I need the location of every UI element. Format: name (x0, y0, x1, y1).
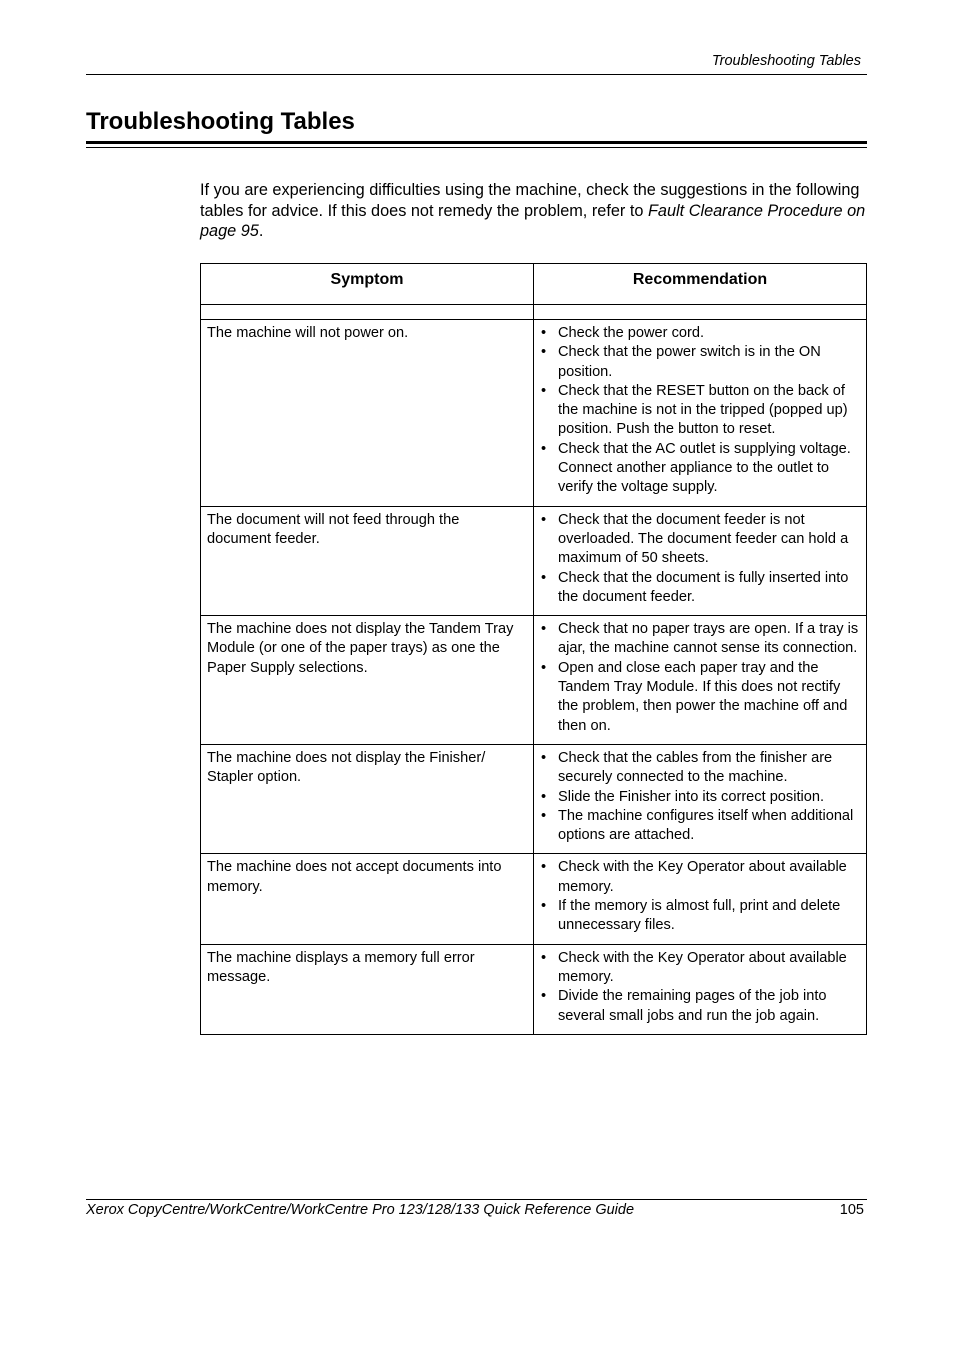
recommendation-cell (534, 616, 867, 745)
header-separator (201, 305, 867, 320)
recommendation-cell (534, 320, 867, 507)
recommendation-item: • Slide the Finisher into its correct position. (540, 788, 860, 807)
recommendation-list (540, 324, 860, 498)
recommendation-item: • Check that the RESET button on the back of the machine is not in the tripped (popped up) position. Push the button to reset. (540, 382, 860, 440)
recommendation-item: • Check with the Key Operator about available memory. (540, 858, 860, 897)
table-row (201, 616, 867, 745)
title-rule (86, 141, 867, 144)
recommendation-item: • Check that no paper trays are open. If a tray is ajar, the machine cannot sense its connection. (540, 620, 860, 659)
table-row (201, 854, 867, 944)
symptom-cell: The machine does not display the Tandem Tray Module (or one of the paper trays) as one the Paper Supply selections. (201, 616, 534, 745)
recommendation-cell (534, 944, 867, 1034)
symptom-cell: The document will not feed through the document feeder. (201, 506, 534, 615)
troubleshooting-table (200, 263, 867, 1035)
recommendation-item: • The machine configures itself when additional options are attached. (540, 807, 860, 846)
recommendation-item: • Check that the document feeder is not overloaded. The document feeder can hold a maximum of 50 sheets. (540, 511, 860, 569)
recommendation-item: • Check that the document is fully inserted into the document feeder. (540, 569, 860, 608)
recommendation-cell (534, 744, 867, 853)
recommendation-list (540, 949, 860, 1026)
recommendation-item: • Open and close each paper tray and the Tandem Tray Module. If this does not rectify the problem, then power the machine off and then on. (540, 659, 860, 736)
running-header: Troubleshooting Tables (711, 53, 861, 69)
recommendation-item: • Divide the remaining pages of the job into several small jobs and run the job again. (540, 987, 860, 1026)
column-header-symptom: Symptom (201, 264, 534, 305)
intro-text: If you are experiencing difficulties using the machine, check the suggestions in the following tables for advice. If this does not remedy the problem, refer to (200, 181, 860, 220)
recommendation-list (540, 749, 860, 845)
table-row (201, 506, 867, 615)
recommendation-item: • Check that the cables from the finisher are securely connected to the machine. (540, 749, 860, 788)
symptom-cell: The machine does not accept documents into memory. (201, 854, 534, 944)
table-body (201, 305, 867, 1035)
page-number: 105 (839, 1202, 864, 1218)
symptom-cell: The machine does not display the Finisher/ Stapler option. (201, 744, 534, 853)
symptom-cell: The machine displays a memory full error message. (201, 944, 534, 1034)
recommendation-item: • Check with the Key Operator about available memory. (540, 949, 860, 988)
page-title: Troubleshooting Tables (86, 108, 355, 135)
table-header-row (201, 264, 867, 305)
intro-text-end: . (258, 222, 264, 240)
recommendation-item: • Check that the power switch is in the ON position. (540, 343, 860, 382)
recommendation-cell (534, 854, 867, 944)
title-rule-thin (86, 147, 867, 148)
header-rule (86, 74, 867, 75)
footer-rule (86, 1199, 867, 1200)
recommendation-list (540, 620, 860, 736)
recommendation-item: • Check the power cord. (540, 324, 860, 343)
table-row (201, 944, 867, 1034)
recommendation-cell (534, 506, 867, 615)
table-row (201, 320, 867, 507)
symptom-cell: The machine will not power on. (201, 320, 534, 507)
column-header-recommendation: Recommendation (534, 264, 867, 305)
recommendation-list (540, 858, 860, 935)
intro-paragraph (200, 180, 870, 242)
table-row (201, 744, 867, 853)
footer-guide-title: Xerox CopyCentre/WorkCentre/WorkCentre Pro 123/128/133 Quick Reference Guide (86, 1202, 635, 1218)
recommendation-item: • Check that the AC outlet is supplying voltage. Connect another appliance to the outlet to verify the voltage supply. (540, 440, 860, 498)
recommendation-item: • If the memory is almost full, print and delete unnecessary files. (540, 897, 860, 936)
cross-reference-link[interactable]: Fault Clearance Procedure on page 95 (200, 201, 866, 240)
recommendation-list (540, 511, 860, 607)
